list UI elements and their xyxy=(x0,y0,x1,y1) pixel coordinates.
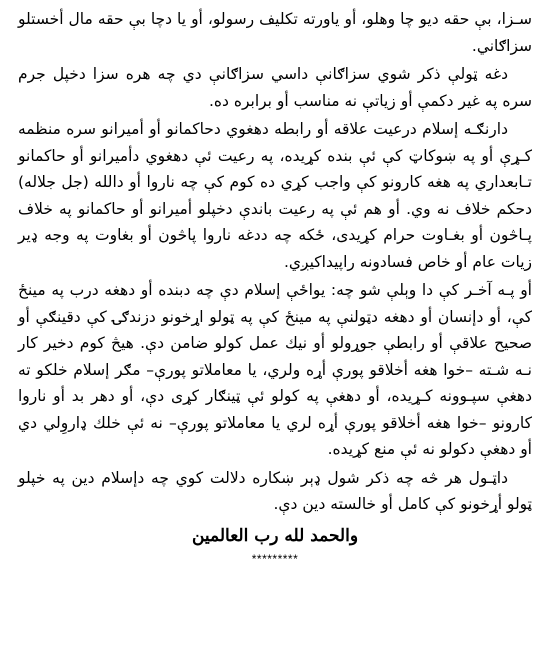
paragraph-summary: داټـول هر څه چه ذكر شول ډېر ښكاره دلالت كوي چه دإسلام دين په خپلو ټولو أړخونو كې كامل أو خالسته دين دې. xyxy=(18,468,532,513)
paragraph-conclusion: أو پـه آخـر كې دا وېلې شو چه: يواځې إسلام دې چه دبنده أو دهغه درب په مينځ كې، أو دإنسان أو دهغه دټولنې په مينځ كې په ټولو اړخونو دزندګۍ كې دقينګې أو صحيح علاقې أو رابطې جوړولو أو نيك عمل كولو ضامن دې. هيڅ كوم دخير كار نـه شـته –خوا هغه أخلاقو پورې أړه ولري، يا معاملاتو پورې– مګر إسلام خلكو ته دهغې سپـوونه كـړيده، أو دهغې په كولو ئې ټينګار كړى دې، أو دهر بد أو ناروا كارونو –خوا هغه أخلاقو پورې أړه لري يا معاملاتو پورې– نه ئې خلك ډاروِلي دي أو دهغې دكولو نه ئې منع كړيده. xyxy=(18,281,532,458)
paragraph-punishments-list: سـزا، بې حقه ديو چا وهلو، أو ياورته تكليف رسولو، أو يا دچا بې حقه مال أخستلو سزاګاني. xyxy=(18,10,532,55)
paragraph-rulers-relation: دارنګـه إسلام درعيت علاقه أو رابطه دهغوي دحاكمانو أو أميرانو سره منظمه كـړې أو په ښوكاټ كې ئې بنده كړيده، په رعيت ئې دهغوي دأميرانو أو حاكمانو تـابعداري په هغه كارونو كې واجب كړي ده كوم كې چه ناروا أو دالله (جل جلاله) دحكم خلاف نه وي. أو هم ئې په رعيت باندې دخپلو أميرانو أو حاكمانو په خلاف پـاڅون أو بغـاوت حرام كړيدى، ځكه چه ددغه ناروا پاڅون أو بغاوت په وجه ډير زيات عام أو خاص فسادونه راپيداكيږي. xyxy=(18,120,532,271)
paragraph-punishments-proportion: دغه ټولې ذكر شوي سزاګانې داسي سزاګانې دي چه هره سزا دخپل جرم سره په غير دكمې أو زياتې نه مناسب أو برابره ده. xyxy=(18,65,532,110)
end-separator: ********* xyxy=(251,551,299,566)
closing-praise: والحمد لله رب العالمين xyxy=(191,525,359,546)
